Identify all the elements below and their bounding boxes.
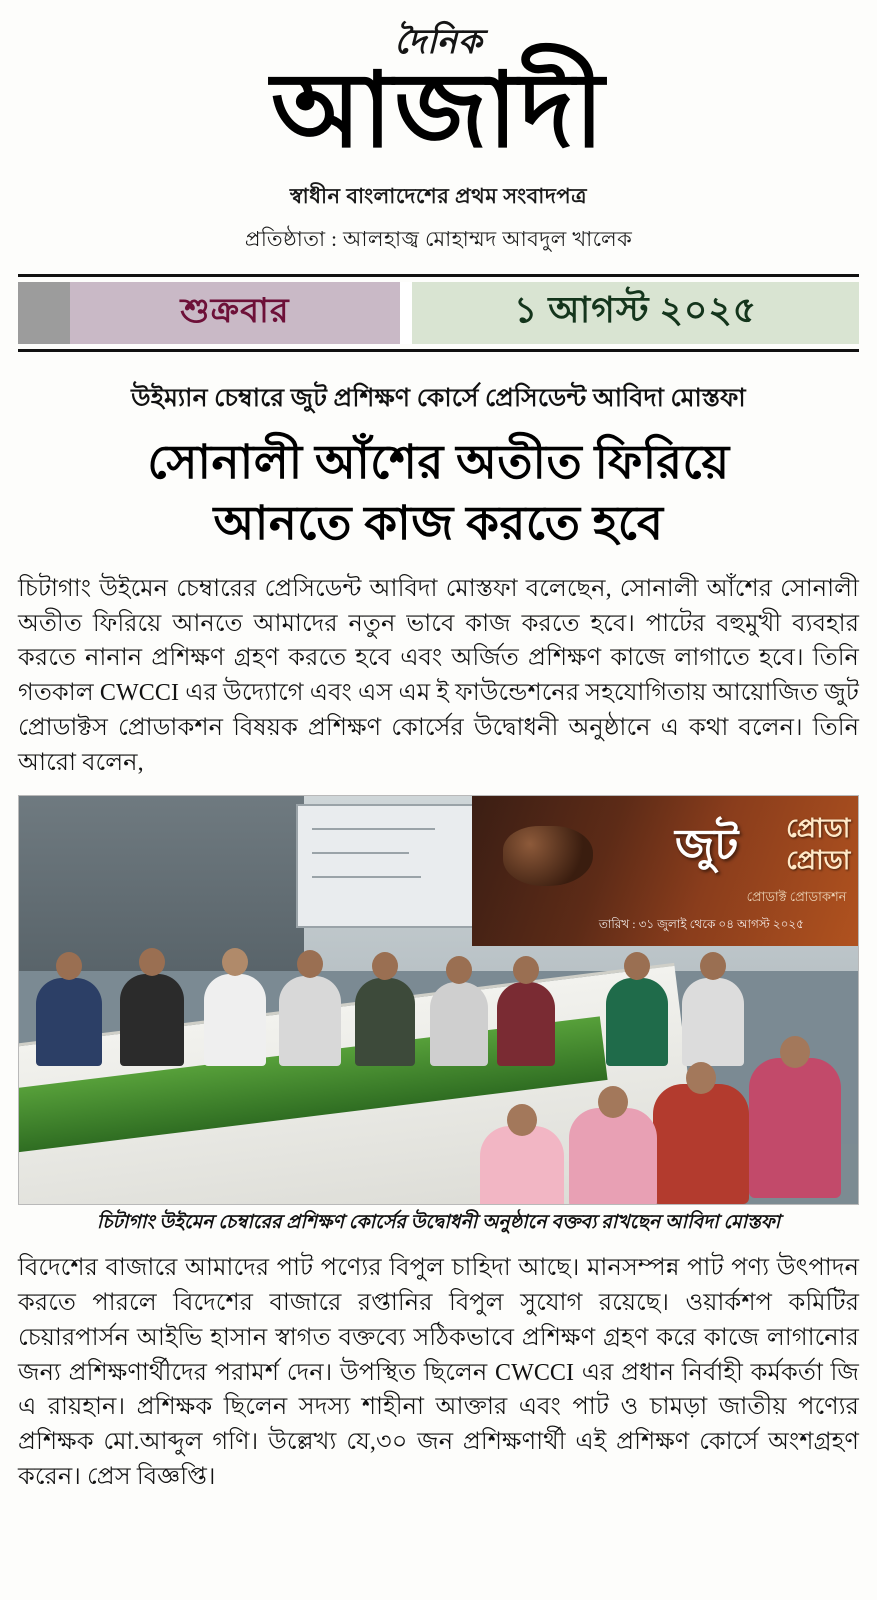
masthead-title: আজাদী [271,54,606,169]
masthead-kicker: দৈনিক [394,24,483,61]
article-kicker: উইম্যান চেম্বারে জুট প্রশিক্ষণ কোর্সে প্রেসিডেন্ট আবিদা মোস্তফা [131,385,746,413]
photo-banner-date: তারিখ : ৩১ জুলাই থেকে ০৪ আগস্ট ২০২৫ [598,916,804,931]
weekday-label: শুক্রবার [70,282,400,344]
photo-banner-title: জুট [675,820,739,870]
photo-whiteboard [296,804,476,928]
date-bar-left-block [18,282,70,344]
photo-caption: চিটাগাং উইমেন চেম্বারের প্রশিক্ষণ কোর্সের উদ্বোধনী অনুষ্ঠানে বক্তব্য রাখছেন আবিদা মোস্তফা [96,1211,781,1233]
photo-attendees-back-row [19,946,858,1066]
article-headline [18,433,859,553]
masthead-founder: প্রতিষ্ঠাতা : আলহাজ্ব মোহাম্মদ আবদুল খালেক [244,227,633,252]
photo-banner-jute-fiber [503,826,593,886]
masthead [18,0,859,258]
photo-wall-dark [19,796,304,971]
photo-banner-text-2: প্রোডা [786,845,851,875]
article-photo-block [18,795,859,1236]
photo-banner-subtitle: প্রোডাক্ট প্রোডাকশন [746,888,847,904]
article-paragraph-1: চিটাগাং উইমেন চেম্বারের প্রেসিডেন্ট আবিদা মোস্তফা বলেছেন, সোনালী আঁশের সোনালী অতীত ফিরিয়ে আনতে আমাদের নতুন ভাবে কাজ করতে হবে। পাটের বহুমুখী ব্যবহার করতে নানান প্রশিক্ষণ গ্রহণ করতে হবে এবং অর্জিত প্রশিক্ষণ কাজে লাগাতে হবে। তিনি গতকাল CWCCI এর উদ্যোগে এবং এস এম ই ফাউন্ডেশনের সহযোগিতায় আয়োজিত জুট প্রোডাক্টস প্রোডাকশন বিষয়ক প্রশিক্ষণ কোর্সের উদ্বোধনী অনুষ্ঠানে এ কথা বলেন। তিনি আরো বলেন, [18,575,859,776]
headline-line-1: সোনালী আঁশের অতীত ফিরিয়ে [147,437,730,490]
date-label: ১ আগস্ট ২০২৫ [412,282,859,344]
meeting-photo [18,795,859,1205]
photo-banner-text-1: প্রোডা [786,813,851,843]
date-bar [18,274,859,352]
photo-event-banner [472,796,858,946]
masthead-tagline: স্বাধীন বাংলাদেশের প্রথম সংবাদপত্র [289,184,588,209]
article-paragraph-2: বিদেশের বাজারে আমাদের পাট পণ্যের বিপুল চাহিদা আছে। মানসম্পন্ন পাট পণ্য উৎপাদন করতে পারলে বিদেশের বাজারে রপ্তানির বিপুল সুযোগ রয়েছে। ওয়ার্কশপ কমিটির চেয়ারপার্সন আইভি হাসান স্বাগত বক্তব্যে সঠিকভাবে প্রশিক্ষণ গ্রহণ করে কাজে লাগানোর জন্য প্রশিক্ষণার্থীদের পরামর্শ দেন। উপস্থিত ছিলেন CWCCI এর প্রধান নির্বাহী কর্মকর্তা জি এ রায়হান। প্রশিক্ষক ছিলেন সদস্য শাহীনা আক্তার এবং পাট ও চামড়া জাতীয় পণ্যের প্রশিক্ষক মো.আব্দুল গণি। উল্লেখ্য যে,৩০ জন প্রশিক্ষণার্থী এই প্রশিক্ষণ কোর্সে অংশগ্রহণ করেন। প্রেস বিজ্ঞপ্তি। [18,1255,859,1491]
headline-line-2: আনতে কাজ করতে হবে [213,497,664,550]
date-bar-gap [400,282,412,344]
